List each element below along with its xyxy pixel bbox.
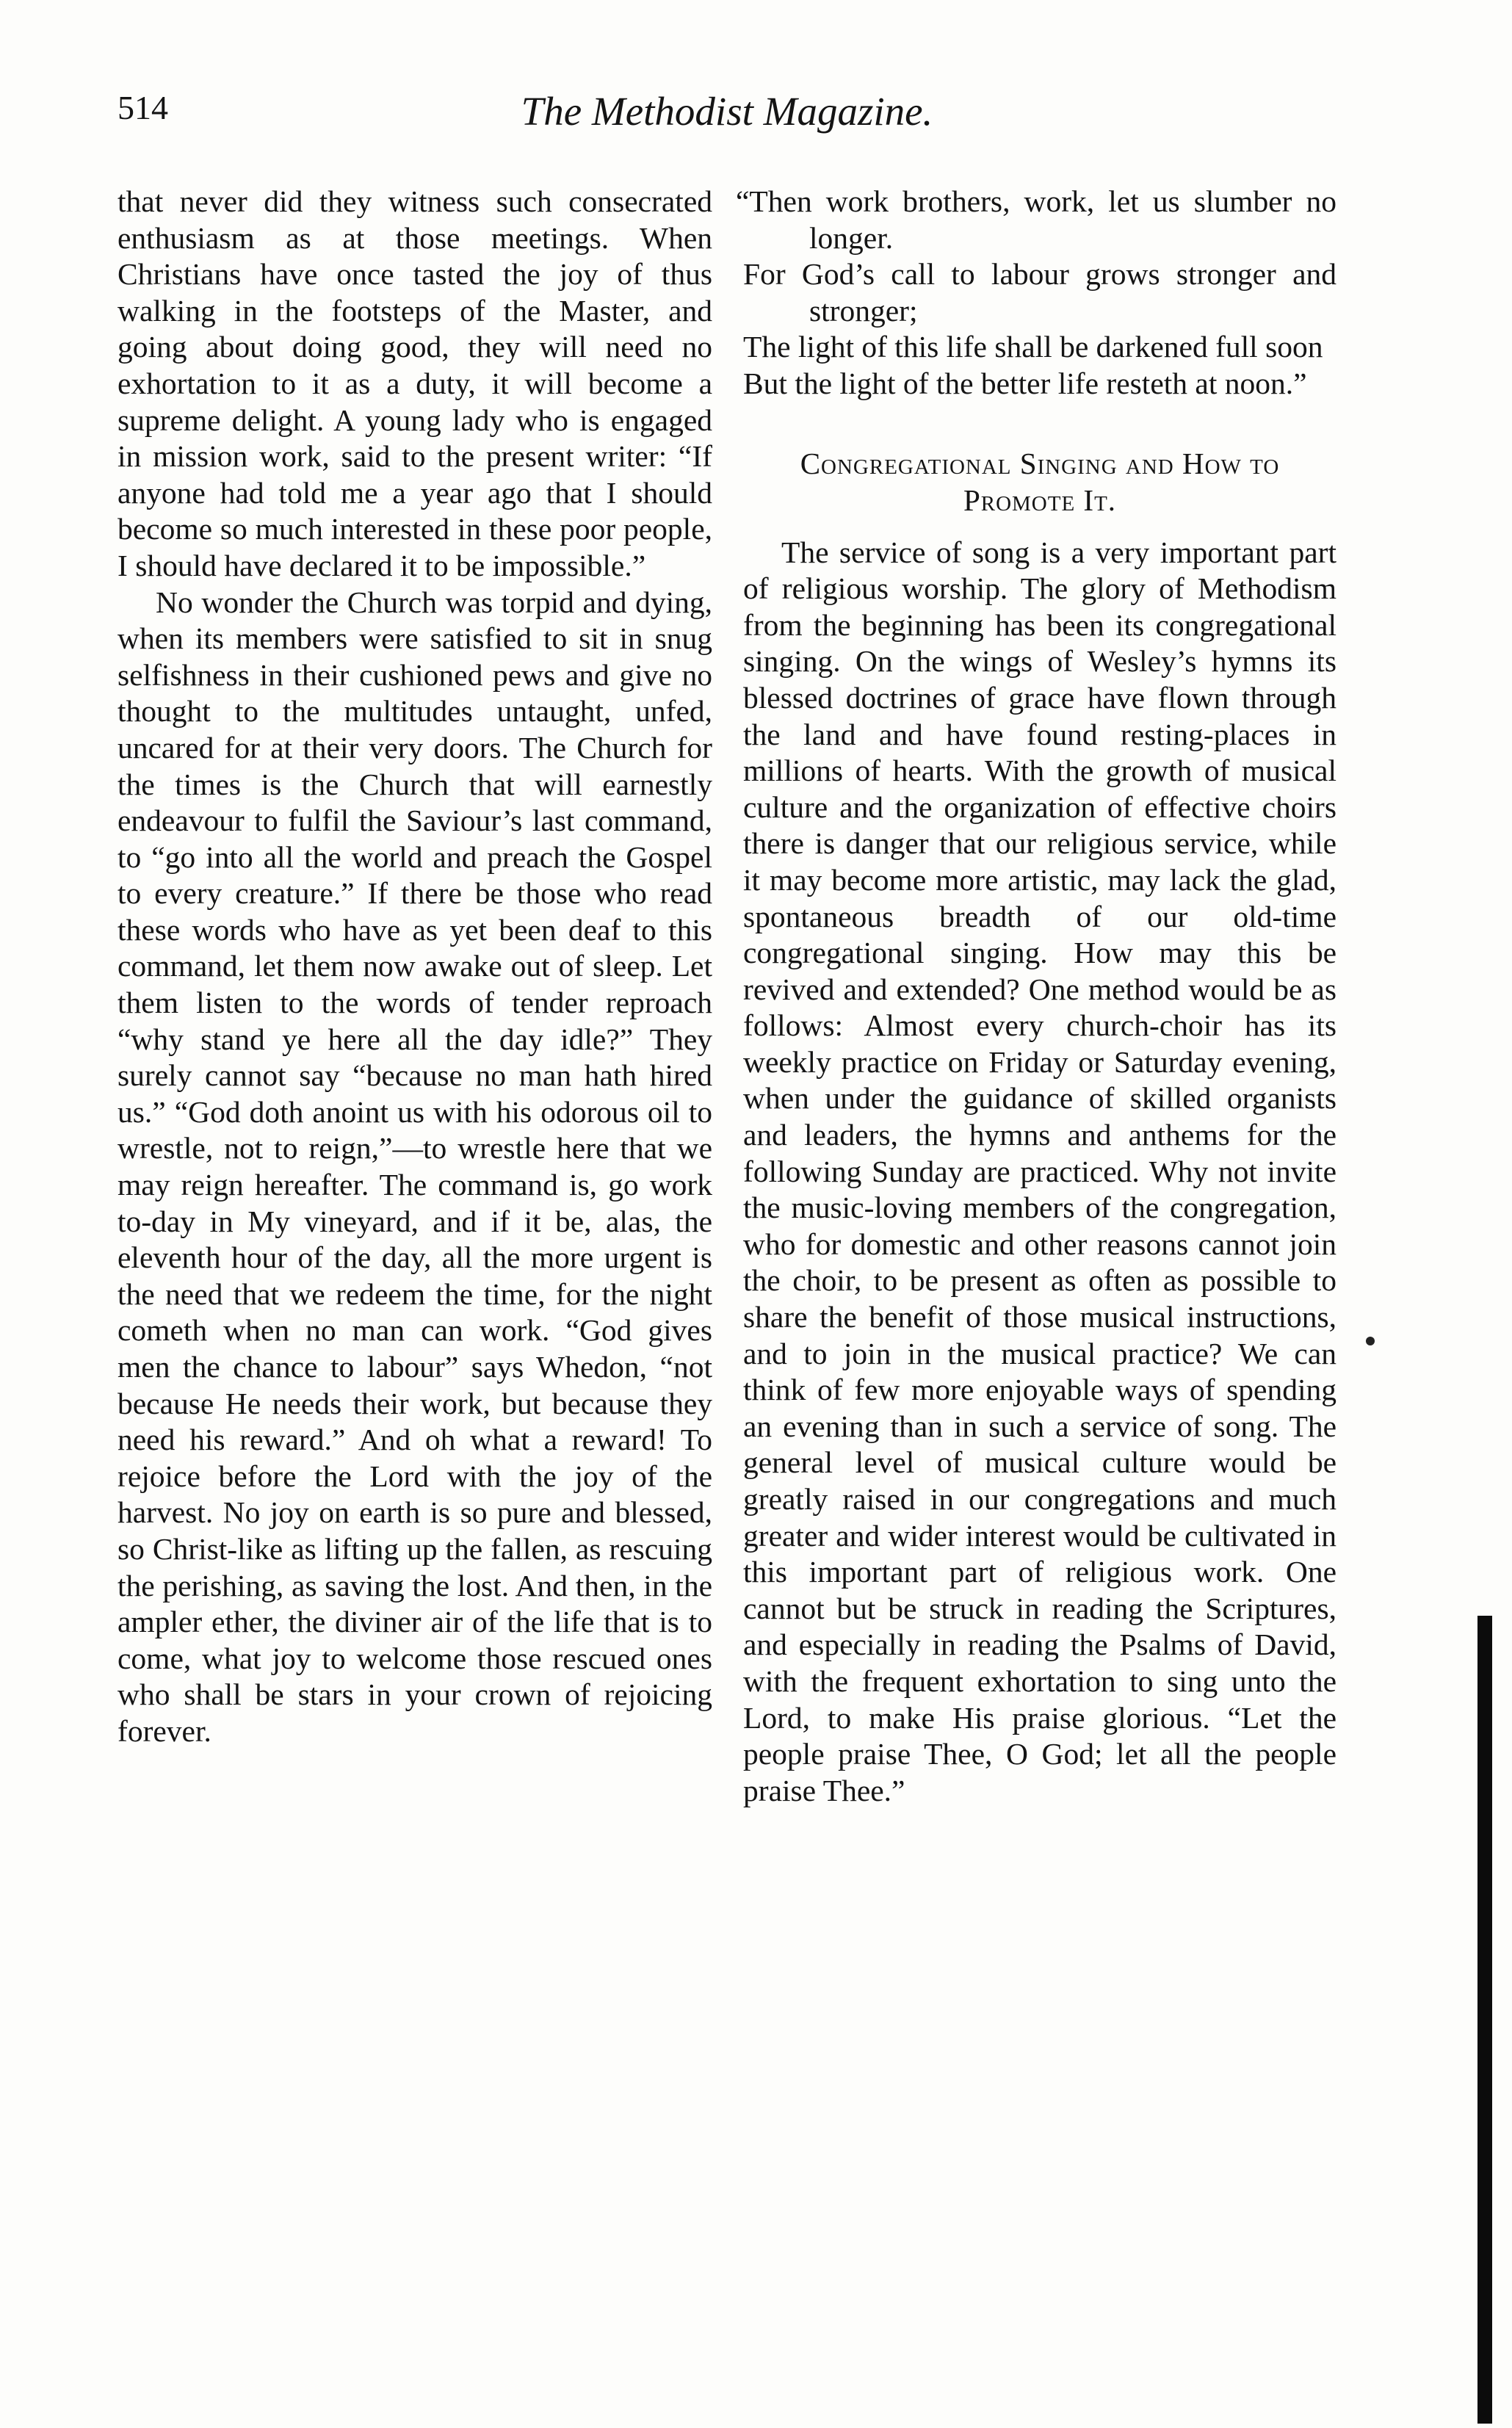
scan-edge-bar xyxy=(1477,1616,1492,2424)
left-paragraph-2: No wonder the Church was torpid and dying, when its members were satisfied to sit in snug selfishness in their cushioned pews and give no thought to the multitudes untaught, unfed, uncared for at their very doors. The Church for the times is the Church that will earnestly endeavour to fulfil the Saviour’s last command, to “go into all the world and preach the Gospel to every creature.” If there be those who read these words who have as yet been deaf to this command, let them now awake out of sleep. Let them listen to the words of tender reproach “why stand ye here all the day idle?” They surely cannot say “because no man hath hired us.” “God doth anoint us with his odorous oil to wrestle, not to reign,”—to wrestle here that we may reign hereafter. The command is, go work to-day in My vineyard, and if it be, alas, the eleventh hour of the day, all the more urgent is the need that we redeem the time, for the night cometh when no man can work. “God gives men the chance to labour” says Whedon, “not because He needs their work, but because they need his reward.” And oh what a reward! To rejoice before the Lord with the joy of the harvest. No joy on earth is so pure and blessed, so Christ-like as lifting up the fallen, as rescuing the perishing, as saving the lost. And then, in the ampler ether, the diviner air of the life that is to come, what joy to welcome those rescued ones who shall be stars in your crown of rejoicing forever. xyxy=(117,585,712,1748)
page-header xyxy=(117,88,1336,147)
left-paragraph-1: that never did they witness such consecrated enthusiasm as at those meetings. When Christians have once tasted the joy of thus walking in the footsteps of the Master, and going about doing good, they will need no exhortation to it as a duty, it will become a supreme delight. A young lady who is engaged in mission work, said to the present writer: “If anyone had told me a year ago that I should become so much interested in these poor people, I should have declared it to be impossible.” xyxy=(117,184,712,582)
poem-line: But the light of the better life resteth at noon.” xyxy=(743,366,1307,400)
running-head: The Methodist Magazine. xyxy=(521,89,933,134)
poem-quote xyxy=(736,184,1336,402)
poem-line: “Then work brothers, work, let us slumber no longer. xyxy=(736,184,1336,255)
left-column xyxy=(117,184,712,1750)
right-paragraph-1: The service of song is a very important part of religious worship. The glory of Methodism from the beginning has been its congregational singing. On the wings of Wesley’s hymns its blessed doctrines of grace have flown through the land and have found resting-places in millions of hearts. With the growth of musical culture and the organization of effective choirs there is danger that our religious service, while it may become more artistic, may lack the glad, spontaneous breadth of our old-time congregational singing. How may this be revived and extended? One method would be as follows: Almost every church-choir has its weekly practice on Friday or Saturday evening, when under the guidance of skilled organists and leaders, the hymns and anthems for the following Sunday are practiced. Why not invite the music-loving members of the congregation, who for domestic and other reasons cannot join the choir, to be present as often as possible to share the benefit of those musical instructions, and to join in the musical practice? We can think of few more enjoyable ways of spending an evening than in such a service of song. The general level of musical culture would be greatly raised in our congregations and much greater and wider interest would be cultivated in this important part of religious work. One cannot but be struck in reading the Scriptures, and especially in reading the Psalms of David, with the frequent exhortation to sing unto the Lord, to make His praise glorious. “Let the people praise Thee, O God; let all the people praise Thee.” xyxy=(743,535,1336,1807)
poem-line: For God’s call to labour grows stronger and stronger; xyxy=(743,257,1336,328)
section-heading: Congregational Singing and How to Promote It. xyxy=(800,446,1280,517)
poem-line: The light of this life shall be darkened full soon xyxy=(743,330,1323,364)
right-column xyxy=(736,184,1336,1809)
margin-mark xyxy=(1366,1337,1375,1345)
page-number: 514 xyxy=(117,89,168,126)
